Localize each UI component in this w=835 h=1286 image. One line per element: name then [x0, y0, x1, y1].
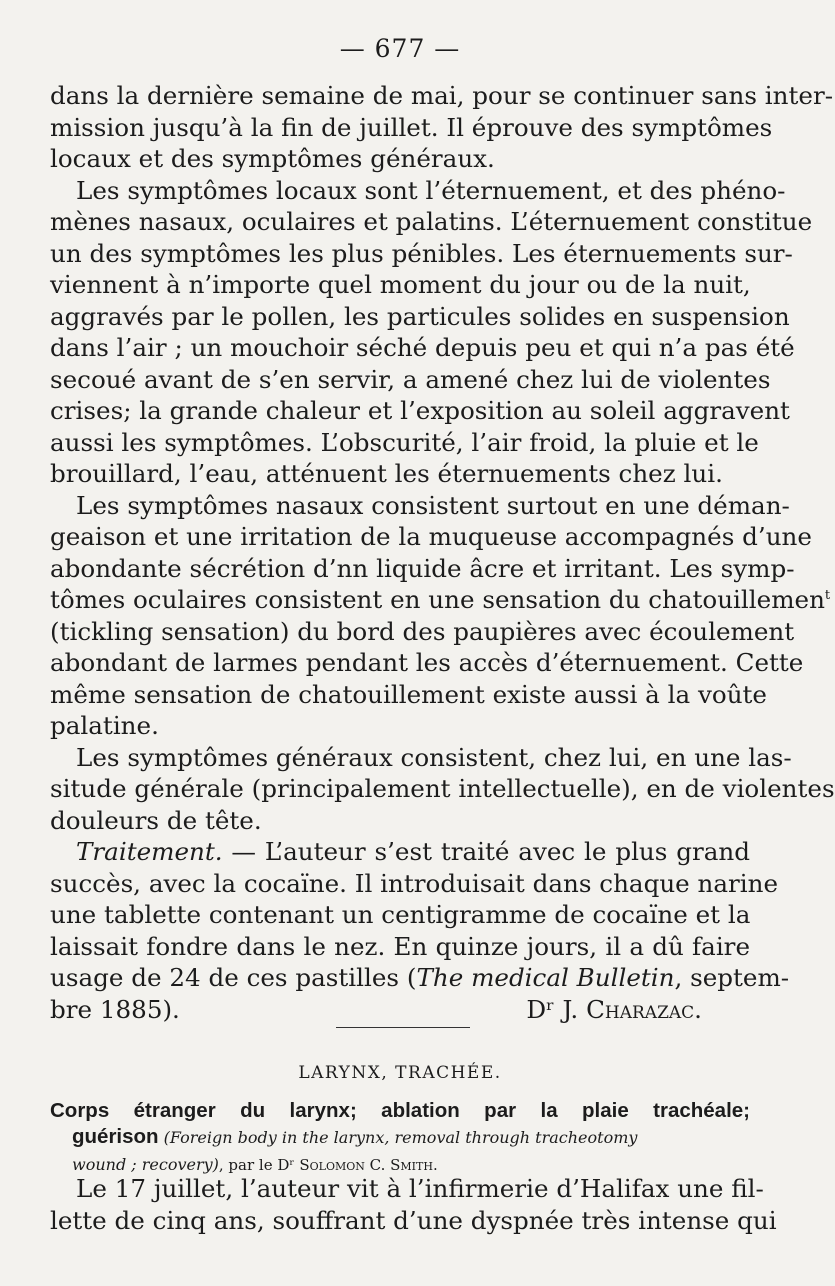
paragraph-treatment	[50, 836, 790, 1025]
superscript-t: t	[824, 587, 831, 603]
paragraph-3	[50, 490, 831, 742]
text-line: crises; la grande chaleur et l’exposition au soleil aggravent	[50, 396, 790, 425]
text-line: palatine.	[50, 711, 159, 740]
author-name: Solomon C. Smith.	[299, 1156, 438, 1174]
article-title	[50, 1098, 750, 1178]
text-fragment: , septem-	[674, 963, 790, 992]
text-line: locaux et des symptômes généraux.	[50, 144, 495, 173]
text-line: Les symptômes locaux sont l’éternuement, et des phéno-	[76, 175, 786, 205]
text-line: mènes nasaux, oculaires et palatins. L’éternuement constitue	[50, 207, 813, 236]
text-line: situde générale (principalement intellectuelle), en de violentes	[50, 774, 835, 803]
title-line	[50, 1124, 750, 1151]
byline: , par le Dʳ	[218, 1156, 300, 1174]
text-line	[50, 994, 750, 1026]
title-line: Corps étranger du larynx; ablation par la plaie trachéale;	[50, 1099, 750, 1122]
text-line: même sensation de chatouillement existe aussi à la voûte	[50, 679, 767, 709]
article-body	[50, 1173, 777, 1236]
text-line: Le 17 juillet, l’auteur vit à l’infirmerie d’Halifax une fil-	[76, 1174, 764, 1203]
title-english: wound ; recovery)	[72, 1155, 219, 1174]
separator-rule	[336, 1027, 470, 1028]
citation-title: The medical Bulletin	[416, 963, 675, 992]
text-line: aggravés par le pollen, les particules solides en suspension	[50, 301, 790, 331]
text-line: brouillard, l’eau, atténuent les éternuements chez lui.	[50, 459, 723, 488]
signature	[526, 994, 750, 1026]
main-text	[50, 80, 835, 1025]
text-line: lette de cinq ans, souffrant d’une dyspnée très intense qui	[50, 1205, 777, 1235]
text-line: douleurs de tête.	[50, 805, 262, 835]
text-line: succès, avec la cocaïne. Il introduisait dans chaque narine	[50, 868, 779, 898]
section-heading: LARYNX, TRACHÉE.	[298, 1063, 502, 1083]
text-line: secoué avant de s’en servir, a amené chez lui de violentes	[50, 364, 771, 394]
text-line: (tickling sensation) du bord des paupières avec écoulement	[50, 616, 795, 646]
text-line: un des symptômes les plus pénibles. Les éternuements sur-	[50, 238, 793, 268]
text-line: dans la dernière semaine de mai, pour se continuer sans inter-	[50, 81, 834, 110]
text-fragment: — L’auteur s’est traité avec le plus grand	[222, 837, 750, 866]
text-fragment: bre 1885).	[50, 994, 180, 1024]
text-fragment: usage de 24 de ces pastilles (	[50, 963, 417, 992]
text-fragment: tômes oculaires consistent en une sensation du chatouillemen	[50, 585, 825, 614]
paragraph-1	[50, 80, 834, 175]
text-line: laissait fondre dans le nez. En quinze jours, il a dû faire	[50, 931, 750, 961]
paragraph-2	[50, 175, 813, 490]
title-bold: guérison	[72, 1125, 159, 1148]
text-line	[50, 584, 831, 616]
text-line	[50, 962, 790, 994]
text-line: abondant de larmes pendant les accès d’éternuement. Cette	[50, 648, 804, 677]
text-line: geaison et une irritation de la muqueuse accompagnés d’une	[50, 522, 812, 551]
text-line: Les symptômes nasaux consistent surtout en une déman-	[76, 490, 790, 520]
title-english: (Foreign body in the larynx, removal through tracheotomy	[158, 1128, 638, 1147]
text-line: viennent à n’importe quel moment du jour ou de la nuit,	[50, 270, 751, 299]
paragraph-4	[50, 742, 835, 837]
treatment-label: Traitement.	[76, 837, 223, 866]
page-number: — 677 —	[339, 34, 461, 63]
text-line: dans l’air ; un mouchoir séché depuis peu et qui n’a pas été	[50, 333, 795, 362]
text-line: abondante sécrétion d’nn liquide âcre et irritant. Les symp-	[50, 553, 795, 583]
text-line: aussi les symptômes. L’obscurité, l’air froid, la pluie et le	[50, 427, 759, 457]
text-line: une tablette contenant un centigramme de cocaïne et la	[50, 900, 751, 929]
text-line: mission jusqu’à la fin de juillet. Il éprouve des symptômes	[50, 112, 773, 142]
text-line: Les symptômes généraux consistent, chez lui, en une las-	[76, 742, 792, 772]
text-line	[50, 836, 750, 868]
signature-prefix: Dʳ J.	[526, 994, 587, 1024]
signature-name: Charazac.	[586, 994, 702, 1024]
